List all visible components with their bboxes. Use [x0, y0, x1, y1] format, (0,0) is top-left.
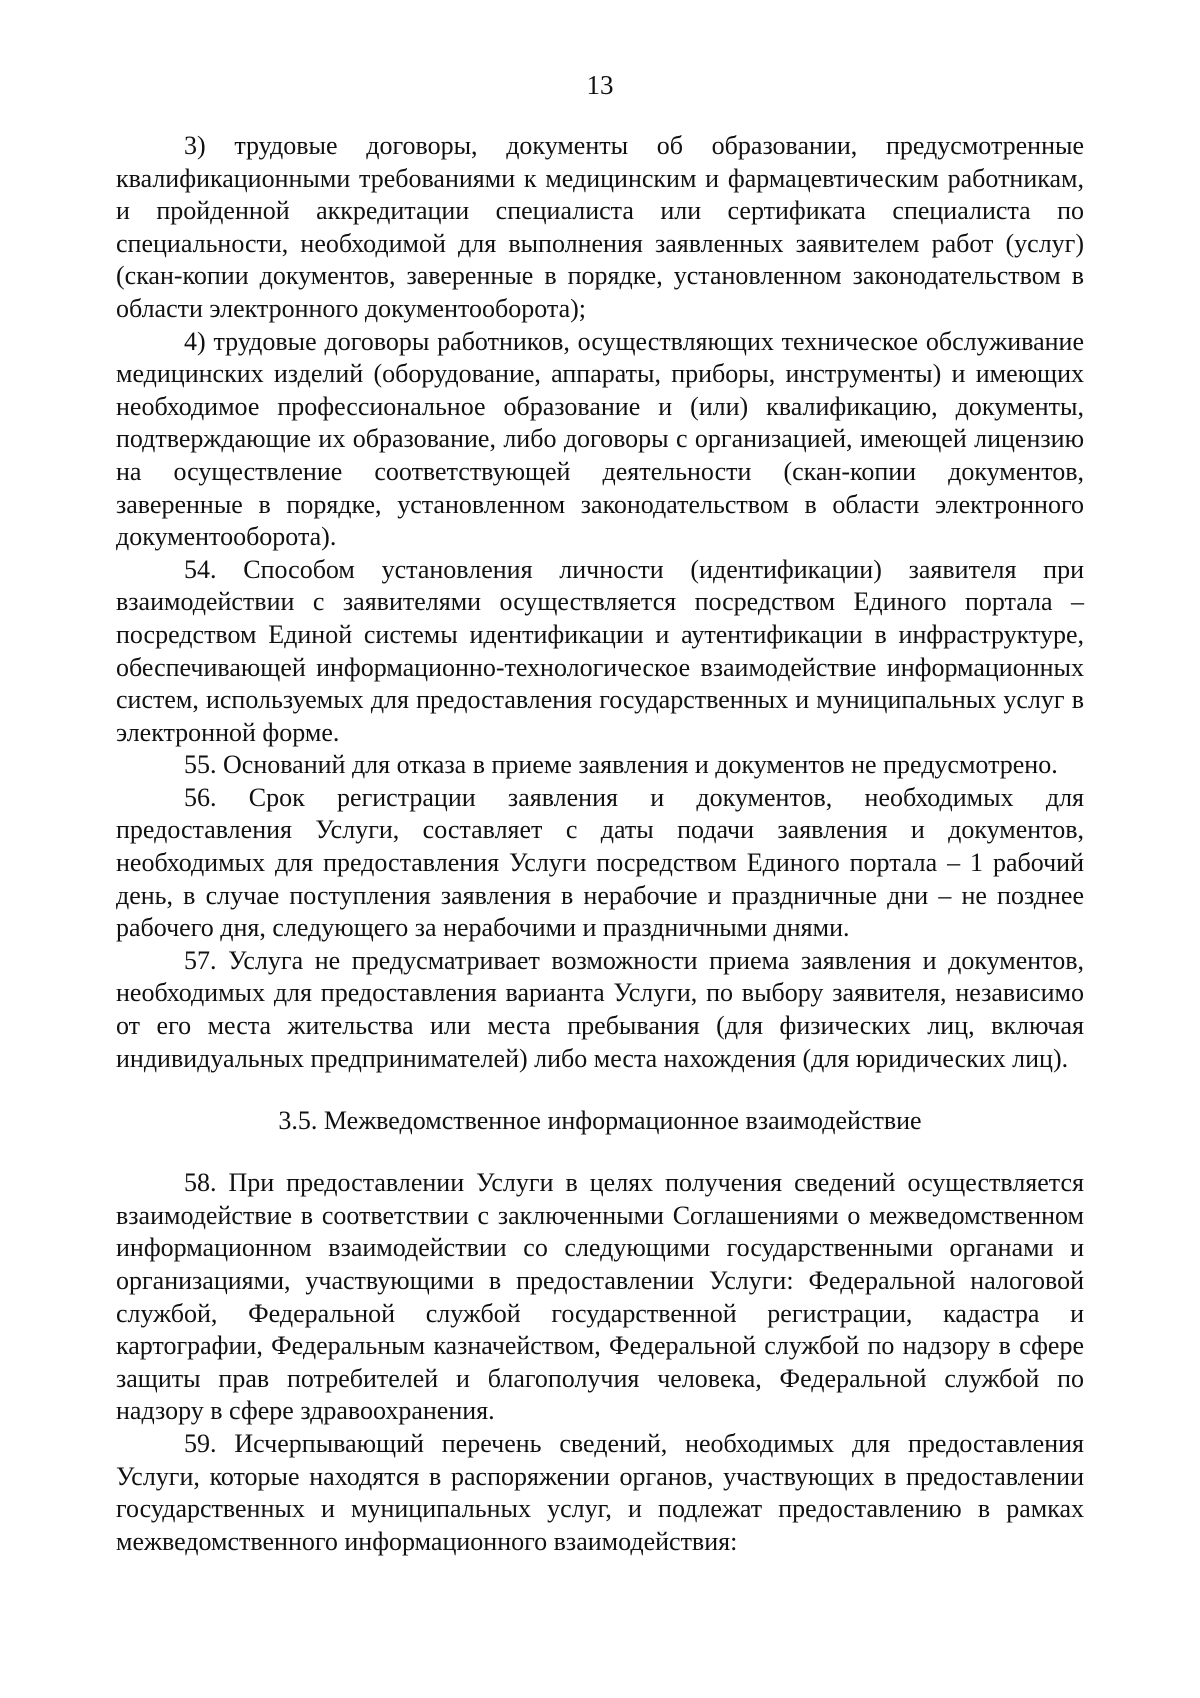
paragraph-55: 55. Оснований для отказа в приеме заявления и документов не предусмотрено. — [184, 750, 1058, 780]
paragraph-58: 58. При предоставлении Услуги в целях получения сведений осуществляется взаимодействие в соответствии с заключенными Соглашениями о межведомственном информационном взаимодействии со следующими государственными органами и организациями, участвующими в предоставлении Услуги: Федеральной налоговой службой, Федеральной службой государственной регистрации, кадастра и картографии, Федеральным казначейством, Федеральной службой по надзору в сфере защиты прав потребителей и благополучия человека, Федеральной службой по надзору в сфере здравоохранения. — [116, 1168, 1084, 1426]
paragraph-54: 54. Способом установления личности (идентификации) заявителя при взаимодействии с заявителями осуществляется посредством Единого портала – посредством Единой системы идентификации и аутентификации в инфраструктуре, обеспечивающей информационно-технологическое взаимодействие информационных систем, используемых для предоставления государственных и муниципальных услуг в электронной форме. — [116, 554, 1084, 747]
paragraph-57: 57. Услуга не предусматривает возможности приема заявления и документов, необходимых для предоставления варианта Услуги, по выбору заявителя, независимо от его места жительства или места пребывания (для физических лиц, включая индивидуальных предпринимателей) либо места нахождения (для юридических лиц). — [116, 945, 1084, 1073]
section-heading: 3.5. Межведомственное информационное взаимодействие — [278, 1106, 922, 1136]
document-body — [116, 130, 1084, 1558]
paragraph-item-3: 3) трудовые договоры, документы об образовании, предусмотренные квалификационными требованиями к медицинским и фармацевтическим работникам, и пройденной аккредитации специалиста или сертификата специалиста по специальности, необходимой для выполнения заявленных заявителем работ (услуг) (скан-копии документов, заверенные в порядке, установленном законодательством в области электронного документооборота); — [116, 131, 1084, 323]
paragraph-item-4: 4) трудовые договоры работников, осуществляющих техническое обслуживание медицинских изделий (оборудование, аппараты, приборы, инструменты) и имеющих необходимое профессиональное образование и (или) квалификацию, документы, подтверждающие их образование, либо договоры с организацией, имеющей лицензию на осуществление соответствующей деятельности (скан-копии документов, заверенные в порядке, установленном законодательством в области электронного документооборота). — [116, 326, 1084, 552]
paragraph-56: 56. Срок регистрации заявления и документов, необходимых для предоставления Услуги, составляет с даты подачи заявления и документов, необходимых для предоставления Услуги посредством Единого портала – 1 рабочий день, в случае поступления заявления в нерабочие и праздничные дни – не позднее рабочего дня, следующего за нерабочими и праздничными днями. — [116, 782, 1084, 943]
paragraph-59: 59. Исчерпывающий перечень сведений, необходимых для предоставления Услуги, которые находятся в распоряжении органов, участвующих в предоставлении государственных и муниципальных услуг, и подлежат предоставлению в рамках межведомственного информационного взаимодействия: — [116, 1428, 1084, 1556]
page-number: 13 — [586, 70, 614, 100]
